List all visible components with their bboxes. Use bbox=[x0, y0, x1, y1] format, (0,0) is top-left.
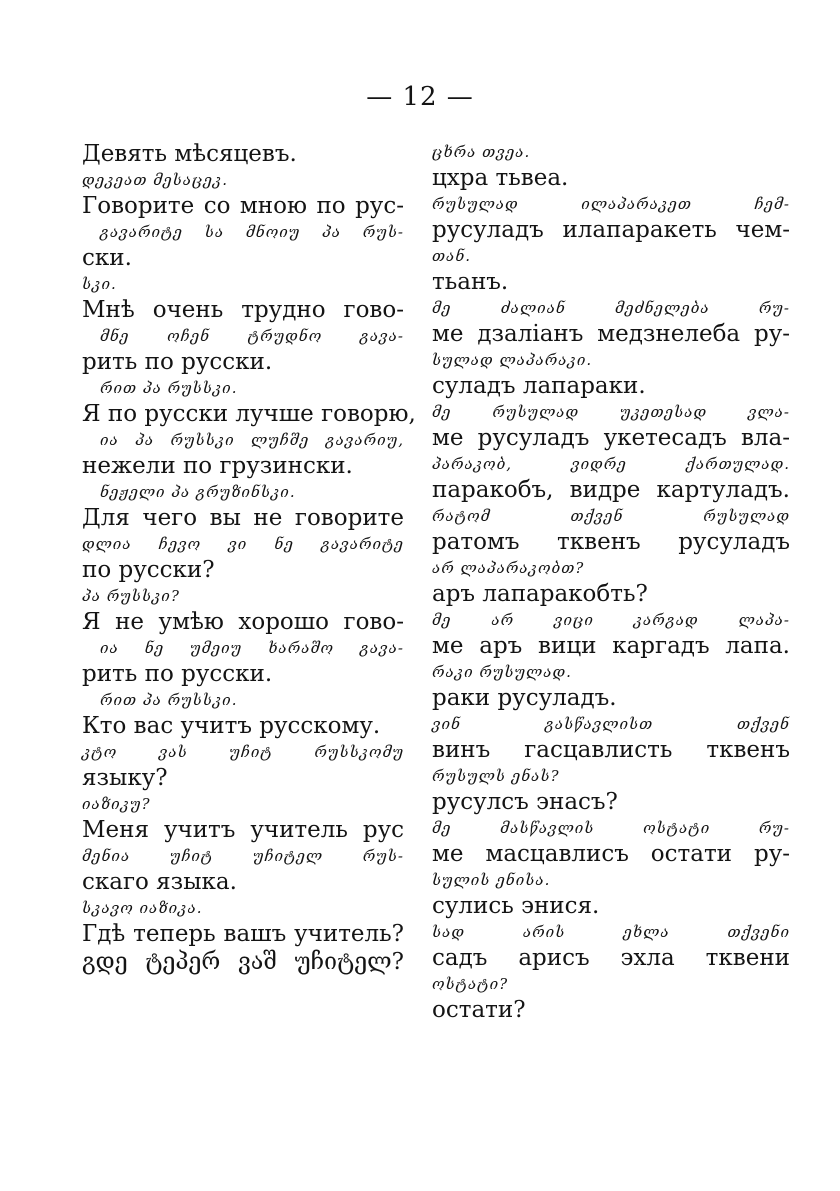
right-line-cyrillic: ме русуладъ укетесадъ вла- bbox=[432, 425, 790, 451]
right-line-georgian: რატომ თქვენ რუსულად bbox=[432, 507, 790, 525]
right-line-cyrillic: паракобъ, видре картуладъ. bbox=[432, 477, 790, 503]
left-line-cyrillic: Я не умѣю хорошо гово- bbox=[82, 609, 404, 635]
left-line-cyrillic: Гдѣ теперь вашъ учитель? bbox=[82, 921, 404, 947]
right-column-georgian-transliteration bbox=[432, 140, 790, 1024]
left-line-georgian: რით პა რუსსკი. bbox=[100, 379, 238, 397]
right-line-georgian: ცხრა თვეა. bbox=[432, 143, 531, 161]
right-line-georgian: ვინ გასწავლისთ თქვენ bbox=[432, 715, 790, 733]
right-line-georgian: მე მასწავლის ოსტატი რუ- bbox=[432, 819, 790, 837]
right-line-georgian: თან. bbox=[432, 247, 472, 265]
right-line-cyrillic: русуладъ илапаракеть чем- bbox=[432, 217, 790, 243]
left-line-georgian: მენია უჩიტ უჩიტელ რუს- bbox=[82, 847, 404, 865]
right-line-cyrillic: раки русуладъ. bbox=[432, 685, 617, 711]
right-line-georgian: რუსულად ილაპარაკეთ ჩემ- bbox=[432, 195, 790, 213]
left-line-cyrillic: გდე ტეპერ ვაშ უჩიტელ? bbox=[82, 949, 404, 975]
left-line-georgian: სკავო იაზიკა. bbox=[82, 899, 203, 917]
right-line-cyrillic: тьанъ. bbox=[432, 269, 509, 295]
left-line-georgian: პა რუსსკი? bbox=[82, 587, 180, 605]
left-line-georgian: კტო ვას უჩიტ რუსსკომუ bbox=[82, 743, 404, 761]
right-line-cyrillic: ратомъ тквенъ русуладъ bbox=[432, 529, 790, 555]
left-line-cyrillic: Кто вас учитъ русскому. bbox=[82, 713, 381, 739]
right-line-georgian: ოსტატი? bbox=[432, 975, 509, 993]
left-line-georgian: ია ნე უმეიუ ხარაშო გავა- bbox=[100, 639, 404, 657]
right-line-cyrillic: остати? bbox=[432, 997, 526, 1023]
left-line-cyrillic: ски. bbox=[82, 245, 132, 271]
left-line-cyrillic: Говорите со мною по рус- bbox=[82, 193, 404, 219]
left-line-georgian: ია პა რუსსკი ლუჩშე გავარიუ, bbox=[100, 431, 404, 449]
right-line-cyrillic: аръ лапаракобть? bbox=[432, 581, 648, 607]
left-line-georgian: დეკეათ მესაცეკ. bbox=[82, 171, 228, 189]
right-line-georgian: მე ძალიან მეძნელება რუ- bbox=[432, 299, 790, 317]
right-line-georgian: მე არ ვიცი კარგად ლაპა- bbox=[432, 611, 790, 629]
page-number: — 12 — bbox=[366, 82, 474, 112]
left-line-cyrillic: языку? bbox=[82, 765, 168, 791]
left-line-cyrillic: Я по русски лучше говорю, bbox=[82, 401, 416, 427]
left-line-cyrillic: Для чего вы не говорите bbox=[82, 505, 404, 531]
right-line-cyrillic: русулсъ энасъ? bbox=[432, 789, 618, 815]
left-line-cyrillic: рить по русски. bbox=[82, 661, 273, 687]
right-line-georgian: რაკი რუსულად. bbox=[432, 663, 572, 681]
right-line-cyrillic: цхра тьвеа. bbox=[432, 165, 569, 191]
right-line-georgian: არ ლაპარაკობთ? bbox=[432, 559, 585, 577]
left-line-georgian: იაზიკუ? bbox=[82, 795, 151, 813]
right-line-cyrillic: ме дзаліанъ медзнелеба ру- bbox=[432, 321, 790, 347]
right-line-cyrillic: винъ гасцавлисть тквенъ bbox=[432, 737, 790, 763]
right-line-georgian: სად არის ეხლა თქვენი bbox=[432, 923, 790, 941]
right-line-cyrillic: ме аръ вици каргадъ лапа. bbox=[432, 633, 790, 659]
right-line-georgian: სულის ენისა. bbox=[432, 871, 551, 889]
right-line-cyrillic: суладъ лапараки. bbox=[432, 373, 646, 399]
right-line-cyrillic: ме масцавлисъ остати ру- bbox=[432, 841, 790, 867]
right-line-cyrillic: сулись энися. bbox=[432, 893, 600, 919]
left-line-georgian: მნე ოჩენ ტრუდნო გავა- bbox=[100, 327, 404, 345]
left-line-georgian: ნეჟელი პა გრუზინსკი. bbox=[100, 483, 296, 501]
right-line-georgian: რუსულს ენას? bbox=[432, 767, 560, 785]
right-line-georgian: სულად ლაპარაკი. bbox=[432, 351, 593, 369]
left-line-cyrillic: скаго языка. bbox=[82, 869, 237, 895]
left-line-cyrillic: нежели по грузински. bbox=[82, 453, 353, 479]
left-line-georgian: რით პა რუსსკი. bbox=[100, 691, 238, 709]
right-line-georgian: პარაკობ, ვიდრე ქართულად. bbox=[432, 455, 790, 473]
left-line-cyrillic: Мнѣ очень трудно гово- bbox=[82, 297, 404, 323]
left-column-russian-georgian bbox=[82, 140, 416, 976]
left-line-georgian: გავარიტე სა მნოიუ პა რუს- bbox=[100, 223, 404, 241]
left-line-cyrillic: рить по русски. bbox=[82, 349, 273, 375]
left-line-cyrillic: Девять мѣсяцевъ. bbox=[82, 141, 297, 167]
right-line-cyrillic: садъ арисъ эхла тквени bbox=[432, 945, 790, 971]
left-line-georgian: სკი. bbox=[82, 275, 117, 293]
right-line-georgian: მე რუსულად უკეთესად ვლა- bbox=[432, 403, 790, 421]
left-line-georgian: დლია ჩევო ვი ნე გავარიტე bbox=[82, 535, 404, 553]
left-line-cyrillic: по русски? bbox=[82, 557, 215, 583]
left-line-cyrillic: Меня учитъ учитель рус bbox=[82, 817, 404, 843]
